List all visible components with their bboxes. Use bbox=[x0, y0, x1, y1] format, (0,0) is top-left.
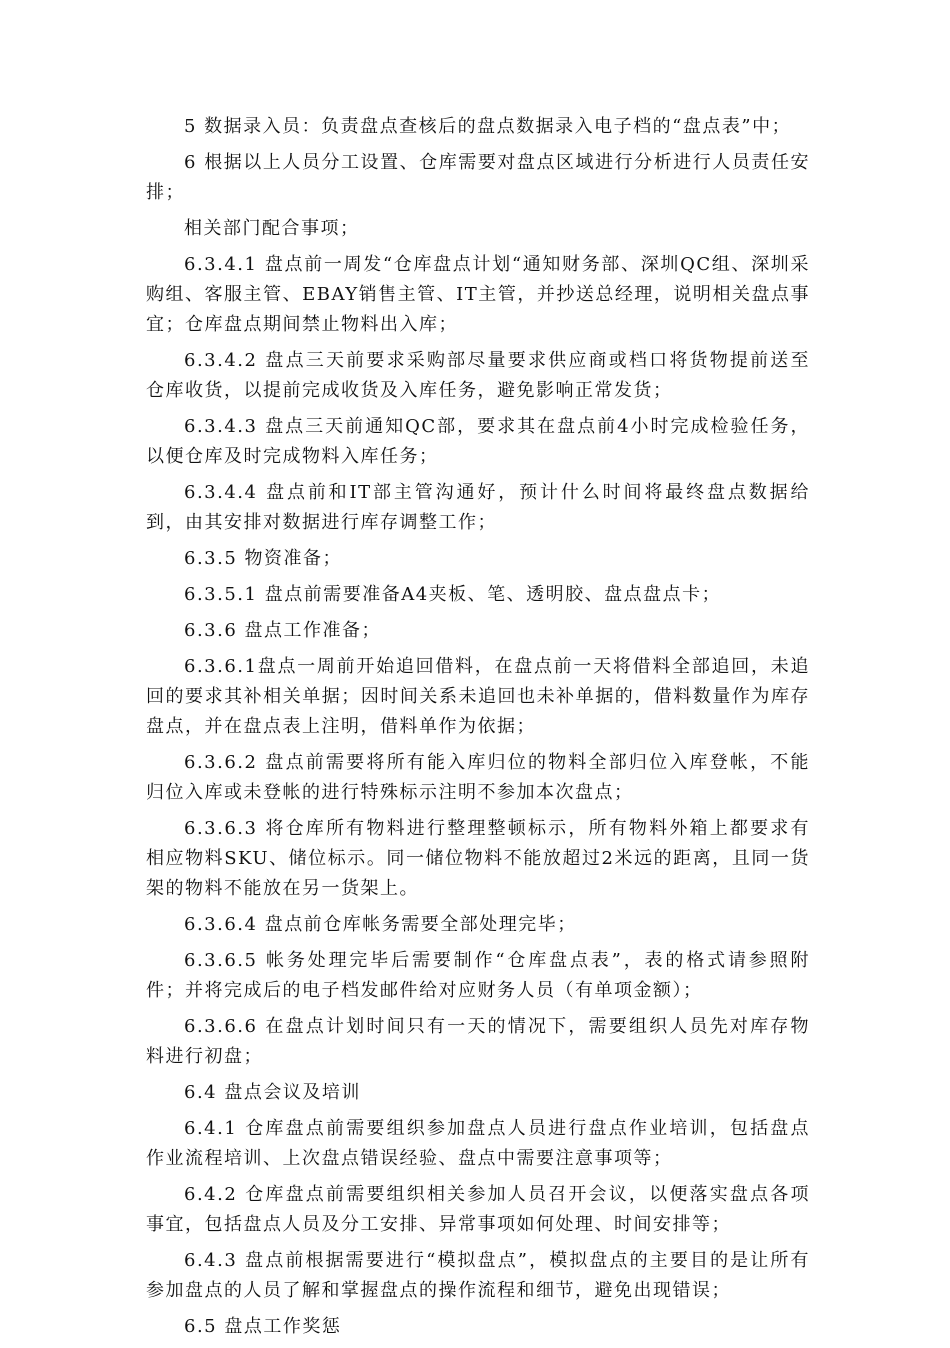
paragraph-6-3-6-4: 6.3.6.4 盘点前仓库帐务需要全部处理完毕； bbox=[184, 914, 577, 935]
paragraph-6-3-6-6: 6.3.6.6 在盘点计划时间只有一天的情况下，需要组织人员先对库存物料进行初盘； bbox=[146, 1016, 810, 1067]
document-body bbox=[146, 112, 810, 1348]
paragraph-6-3-6-1: 6.3.6.1盘点一周前开始追回借料，在盘点前一天将借料全部追回，未追回的要求其补相关单据；因时间关系未追回也未补单据的，借料数量作为库存盘点，并在盘点表上注明，借料单作为依据； bbox=[146, 656, 810, 737]
paragraph-6-4-3: 6.4.3 盘点前根据需要进行“模拟盘点”，模拟盘点的主要目的是让所有参加盘点的人员了解和掌握盘点的操作流程和细节，避免出现错误； bbox=[146, 1250, 810, 1301]
paragraph-staff-assignment: 6 根据以上人员分工设置、仓库需要对盘点区域进行分析进行人员责任安排； bbox=[146, 152, 810, 203]
paragraph-6-4-1: 6.4.1 仓库盘点前需要组织参加盘点人员进行盘点作业培训，包括盘点作业流程培训、上次盘点错误经验、盘点中需要注意事项等； bbox=[146, 1118, 810, 1169]
paragraph-6-3-6-5: 6.3.6.5 帐务处理完毕后需要制作“仓库盘点表”，表的格式请参照附件；并将完成后的电子档发邮件给对应财务人员（有单项金额）； bbox=[146, 950, 810, 1001]
paragraph-6-4-heading: 6.4 盘点会议及培训 bbox=[184, 1082, 361, 1103]
paragraph-dept-coordination-heading: 相关部门配合事项； bbox=[184, 218, 360, 239]
paragraph-6-5-heading: 6.5 盘点工作奖惩 bbox=[184, 1316, 342, 1337]
paragraph-6-3-5-heading: 6.3.5 物资准备； bbox=[184, 548, 343, 569]
paragraph-6-3-4-4: 6.3.4.4 盘点前和IT部主管沟通好，预计什么时间将最终盘点数据给到，由其安排对数据进行库存调整工作； bbox=[146, 482, 810, 533]
paragraph-6-3-4-1: 6.3.4.1 盘点前一周发“仓库盘点计划“通知财务部、深圳QC组、深圳采购组、客服主管、EBAY销售主管、IT主管，并抄送总经理，说明相关盘点事宜；仓库盘点期间禁止物料出入库； bbox=[146, 254, 810, 335]
paragraph-6-3-6-heading: 6.3.6 盘点工作准备； bbox=[184, 620, 382, 641]
paragraph-6-3-4-3: 6.3.4.3 盘点三天前通知QC部，要求其在盘点前4小时完成检验任务，以便仓库及时完成物料入库任务； bbox=[146, 416, 810, 467]
paragraph-6-3-6-2: 6.3.6.2 盘点前需要将所有能入库归位的物料全部归位入库登帐，不能归位入库或未登帐的进行特殊标示注明不参加本次盘点； bbox=[146, 752, 810, 803]
paragraph-6-3-5-1: 6.3.5.1 盘点前需要准备A4夹板、笔、透明胶、盘点盘点卡； bbox=[184, 584, 722, 605]
paragraph-data-entry-role: 5 数据录入员：负责盘点查核后的盘点数据录入电子档的“盘点表”中； bbox=[184, 116, 792, 137]
paragraph-6-3-4-2: 6.3.4.2 盘点三天前要求采购部尽量要求供应商或档口将货物提前送至仓库收货，以提前完成收货及入库任务，避免影响正常发货； bbox=[146, 350, 810, 401]
paragraph-6-3-6-3: 6.3.6.3 将仓库所有物料进行整理整顿标示，所有物料外箱上都要求有相应物料SKU、储位标示。同一储位物料不能放超过2米远的距离，且同一货架的物料不能放在另一货架上。 bbox=[146, 818, 810, 899]
paragraph-6-4-2: 6.4.2 仓库盘点前需要组织相关参加人员召开会议，以便落实盘点各项事宜，包括盘点人员及分工安排、异常事项如何处理、时间安排等； bbox=[146, 1184, 810, 1235]
